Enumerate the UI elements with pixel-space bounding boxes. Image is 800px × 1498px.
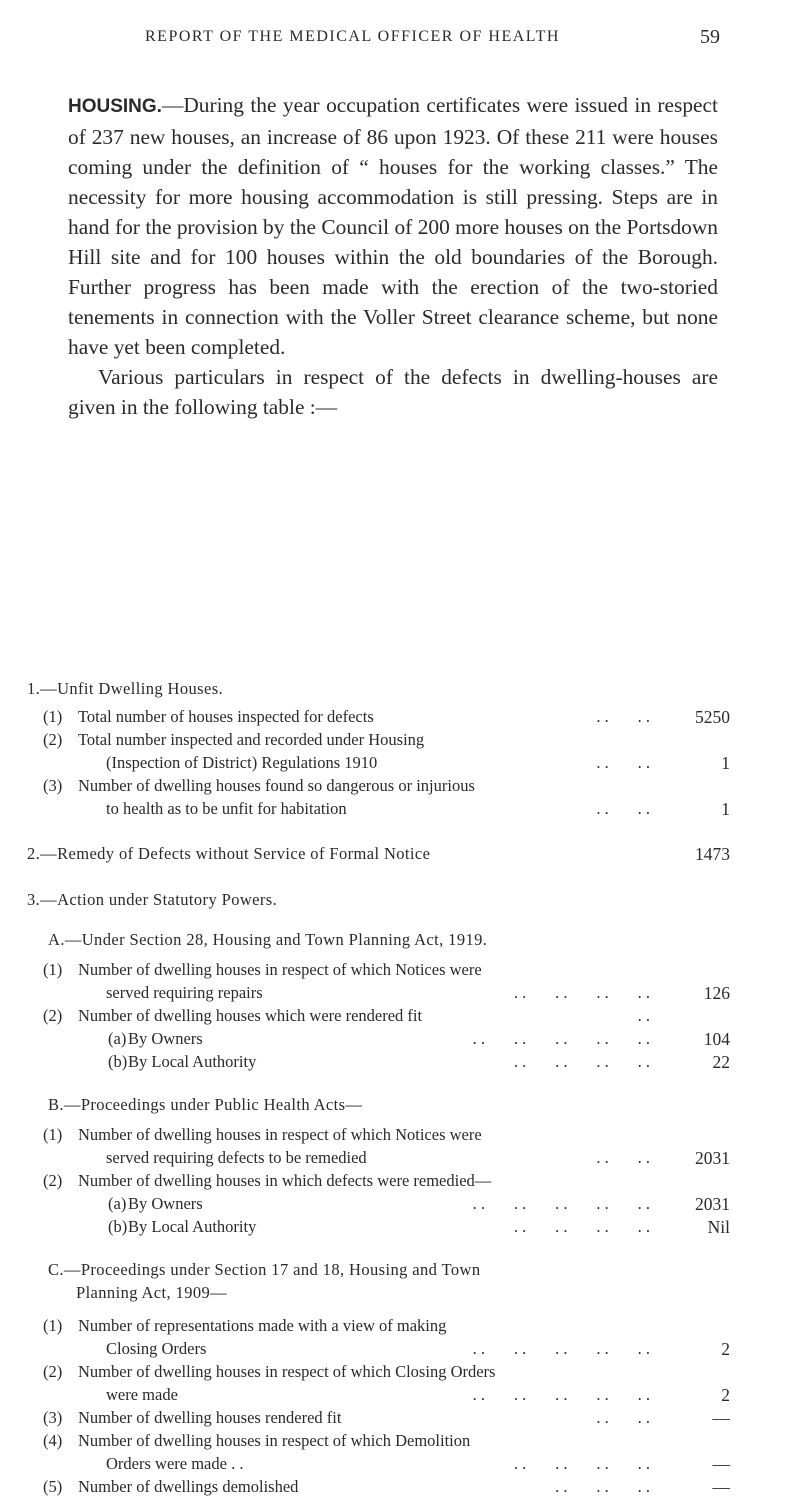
lead-in-heading: HOUSING. — [68, 96, 162, 117]
item-value: 1 — [721, 799, 730, 819]
leader-dots: . . . . . . . . . . — [472, 1194, 650, 1213]
item-value: — — [712, 1477, 730, 1497]
table-intro-paragraph: Various particulars in respect of the defects in dwelling-houses are given in the following table :— — [68, 365, 718, 419]
item-text: Number of dwelling houses found so dangerous or injurious — [78, 776, 475, 795]
running-title: REPORT OF THE MEDICAL OFFICER OF HEALTH — [145, 28, 560, 45]
leader-dots: . . . . . . . . . . — [472, 1385, 650, 1404]
leader-dots: . . . . . . — [555, 1477, 650, 1496]
item-text: (Inspection of District) Regulations 1910 — [106, 753, 378, 772]
section-1-heading: 1.—Unfit Dwelling Houses. — [27, 679, 224, 698]
item-number: (b) — [108, 1217, 128, 1236]
leader-dots: . . . . — [596, 799, 650, 818]
item-value: 1 — [721, 753, 730, 773]
item-number: (b) — [108, 1052, 128, 1071]
item-value: 2031 — [695, 1194, 730, 1214]
leader-dots: . . . . . . . . — [513, 983, 650, 1002]
item-value: 104 — [703, 1029, 730, 1049]
item-text: served requiring repairs — [106, 983, 263, 1002]
item-text: Number of representations made with a view of making — [78, 1316, 447, 1335]
item-text: Number of dwelling houses which were rendered fit — [78, 1006, 423, 1025]
item-text: By Owners — [128, 1029, 203, 1048]
item-text: Closing Orders — [106, 1339, 207, 1358]
item-number: (5) — [43, 1477, 63, 1496]
subsection-c-heading: Planning Act, 1909— — [76, 1283, 228, 1302]
item-value: 2 — [721, 1385, 730, 1405]
leader-dots: . . . . — [596, 1408, 650, 1427]
item-value: 126 — [703, 983, 730, 1003]
section-3-heading: 3.—Action under Statutory Powers. — [27, 890, 278, 909]
item-text: By Owners — [128, 1194, 203, 1213]
housing-intro — [68, 90, 718, 422]
item-text: Number of dwelling houses in which defects were remedied— — [78, 1171, 492, 1190]
item-text: Number of dwelling houses in respect of which Notices were — [78, 1125, 482, 1144]
item-value: — — [712, 1408, 730, 1428]
item-number: (a) — [108, 1029, 127, 1048]
intro-paragraph — [68, 90, 718, 362]
section-2-value: 1473 — [695, 844, 730, 864]
item-value: 2031 — [695, 1148, 730, 1168]
item-text: Number of dwelling houses in respect of which Notices were — [78, 960, 482, 979]
item-text: Number of dwelling houses in respect of which Demolition — [78, 1431, 471, 1450]
item-number: (1) — [43, 960, 63, 979]
leader-dots: . . . . — [596, 1148, 650, 1167]
item-number: (2) — [43, 1362, 63, 1381]
leader-dots: . . — [637, 1006, 650, 1025]
item-value: Nil — [707, 1217, 730, 1237]
leader-dots: . . . . . . . . . . — [472, 1029, 650, 1048]
item-text: Number of dwellings demolished — [78, 1477, 299, 1496]
item-number: (2) — [43, 1171, 63, 1190]
item-text: served requiring defects to be remedied — [106, 1148, 367, 1167]
item-number: (4) — [43, 1431, 63, 1450]
running-head — [0, 28, 800, 52]
item-number: (1) — [43, 707, 63, 726]
subsection-b-heading: B.—Proceedings under Public Health Acts— — [48, 1095, 363, 1114]
item-number: (3) — [43, 776, 63, 795]
item-text: Total number of houses inspected for defects — [78, 707, 374, 726]
item-value: 5250 — [695, 707, 730, 727]
leader-dots: . . . . . . . . — [513, 1052, 650, 1071]
subsection-c-heading: C.—Proceedings under Section 17 and 18, Housing and Town — [48, 1260, 481, 1279]
section-2-heading: 2.—Remedy of Defects without Service of Formal Notice — [27, 844, 431, 863]
item-text: By Local Authority — [128, 1052, 257, 1071]
item-text: Orders were made . . — [106, 1454, 244, 1473]
item-value: 2 — [721, 1339, 730, 1359]
leader-dots: . . . . . . . . . . — [472, 1339, 650, 1358]
item-number: (3) — [43, 1408, 63, 1427]
item-value: — — [712, 1454, 730, 1474]
item-text: By Local Authority — [128, 1217, 257, 1236]
page-number: 59 — [700, 26, 720, 48]
item-number: (a) — [108, 1194, 127, 1213]
item-text: Number of dwelling houses rendered fit — [78, 1408, 342, 1427]
leader-dots: . . . . — [596, 707, 650, 726]
item-text: Number of dwelling houses in respect of which Closing Orders — [78, 1362, 496, 1381]
item-value: 22 — [712, 1052, 730, 1072]
leader-dots: . . . . . . . . — [513, 1454, 650, 1473]
subsection-a-heading: A.—Under Section 28, Housing and Town Planning Act, 1919. — [48, 930, 488, 949]
item-number: (2) — [43, 1006, 63, 1025]
item-text: were made — [106, 1385, 178, 1404]
item-number: (2) — [43, 730, 63, 749]
item-text: to health as to be unfit for habitation — [106, 799, 347, 818]
item-number: (1) — [43, 1125, 63, 1144]
item-text: Total number inspected and recorded under Housing — [78, 730, 425, 749]
leader-dots: . . . . — [596, 753, 650, 772]
intro-paragraph-text: —During the year occupation certificates were issued in respect of 237 new houses, an increase of 86 upon 1923. Of these 211 were houses coming under the definition of “ houses for the working classes.” The necessity for more housing accommodation is still pressing. Steps are in hand for the provision by the Council of 200 more houses on the Portsdown Hill site and for 100 houses within the old boundaries of the Borough. Further progress has been made with the erection of the two-storied tenements in connection with the Voller Street clearance scheme, but none have yet been completed. — [68, 93, 718, 359]
leader-dots: . . . . . . . . — [513, 1217, 650, 1236]
item-number: (1) — [43, 1316, 63, 1335]
